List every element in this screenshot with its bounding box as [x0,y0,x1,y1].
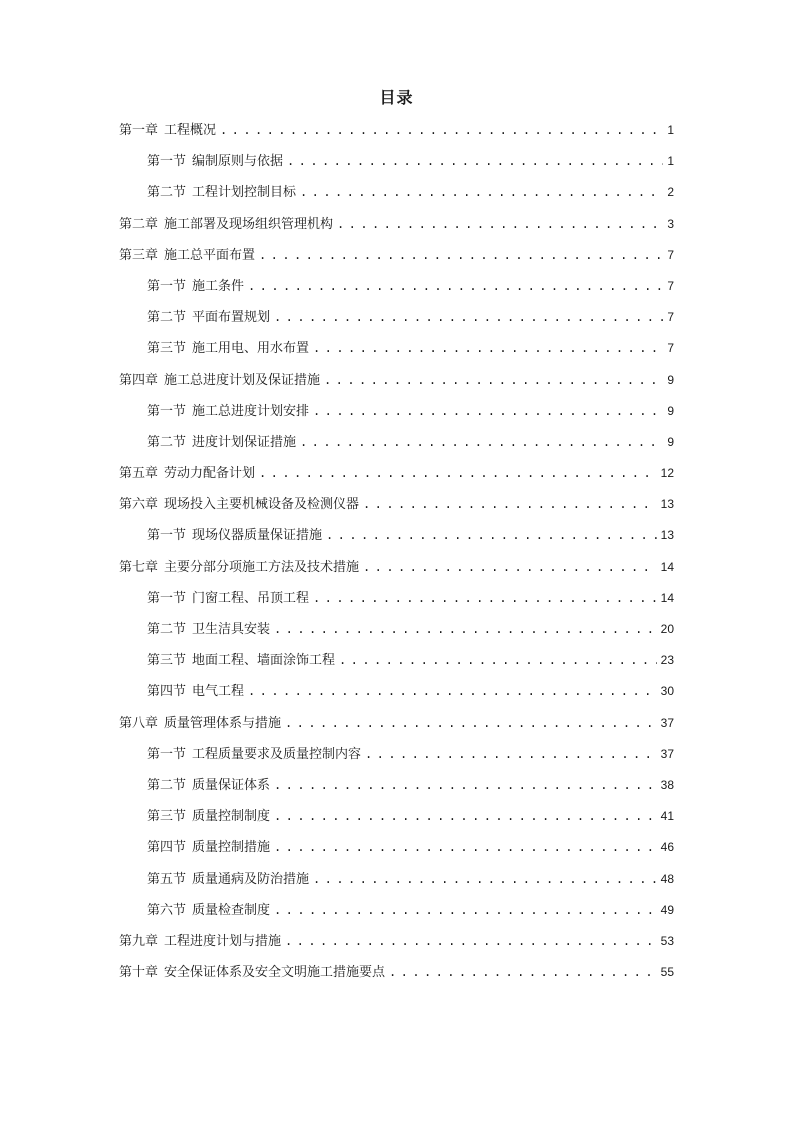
toc-dot-leader [274,803,657,829]
toc-entry-number: 第三节 [147,809,187,825]
toc-entry-label [147,648,335,674]
toc-page-number: 53 [660,933,674,948]
toc-entry-label [147,898,270,924]
toc-entry-title: 质量管理体系与措施 [164,715,282,731]
toc-entry-label [147,586,309,612]
toc-entry-number: 第一章 [119,123,159,138]
toc-entry-number: 第四节 [147,840,187,856]
toc-entry-number: 第一节 [147,278,187,294]
toc-entry-number: 第五章 [119,466,159,482]
toc-entry-label [147,523,322,549]
toc-section-entry[interactable] [119,585,674,616]
toc-dot-leader [389,959,657,985]
toc-entry-title: 现场仪器质量保证措施 [192,528,323,544]
toc-page-number: 23 [660,653,674,668]
toc-entry-title: 门窗工程、吊顶工程 [192,590,310,606]
toc-section-entry[interactable] [119,616,674,647]
toc-page-number: 14 [660,559,674,574]
toc-entry-label [119,461,255,487]
toc-chapter-entry[interactable] [119,710,674,741]
toc-entry-label [119,929,281,955]
toc-dot-leader [313,866,657,892]
toc-entry-label [147,274,244,300]
toc-entry-label [119,555,359,581]
toc-entry-number: 第二节 [147,310,187,326]
toc-entry-title: 质量控制制度 [192,809,271,825]
toc-section-entry[interactable] [119,803,674,834]
toc-entry-title: 现场投入主要机械设备及检测仪器 [164,497,360,513]
toc-page-number: 7 [667,310,674,325]
toc-entry-label [147,149,283,175]
toc-dot-leader [274,897,657,923]
toc-section-entry[interactable] [119,772,674,803]
toc-chapter-entry[interactable] [119,242,674,273]
toc-page-number: 9 [667,403,674,418]
toc-section-entry[interactable] [119,304,674,335]
toc-entry-label [147,180,296,206]
toc-entry-title: 平面布置规划 [192,310,271,326]
toc-page-number: 37 [660,715,674,730]
toc-entry-title: 工程质量要求及质量控制内容 [192,746,362,762]
toc-entry-title: 施工总平面布置 [164,247,256,263]
toc-entry-number: 第一节 [147,403,187,419]
toc-dot-leader [337,211,663,237]
toc-entry-label [119,492,359,518]
toc-dot-leader [285,710,657,736]
toc-entry-number: 第五节 [147,871,187,887]
toc-entry-label [147,835,270,861]
toc-section-entry[interactable] [119,522,674,553]
toc-page-number: 30 [660,684,674,699]
toc-dot-leader [259,460,657,486]
toc-page-number: 20 [660,622,674,636]
toc-entry-number: 第三节 [147,341,187,357]
toc-entry-label [147,867,309,893]
toc-dot-leader [324,367,663,393]
toc-page-number: 7 [667,341,674,356]
toc-dot-leader [300,179,663,205]
toc-page-number: 48 [660,871,674,886]
toc-chapter-entry[interactable] [119,367,674,398]
toc-entry-number: 第九章 [119,933,159,949]
toc-dot-leader [365,741,657,767]
toc-section-entry[interactable] [119,273,674,304]
toc-page-number: 38 [660,777,674,792]
toc-dot-leader [287,148,663,174]
toc-entry-number: 第一节 [147,154,187,170]
toc-entry-title: 电气工程 [192,684,245,700]
toc-dot-leader [248,273,663,299]
toc-entry-number: 第二节 [147,777,187,793]
toc-entry-title: 施工总进度计划及保证措施 [164,372,321,388]
toc-entry-number: 第六章 [119,497,159,513]
toc-entry-title: 施工总进度计划安排 [192,403,310,419]
toc-page-number: 13 [660,497,674,512]
toc-page-number: 37 [660,746,674,761]
toc-entry-label [147,742,361,768]
toc-page-number: 3 [667,216,674,231]
toc-dot-leader [248,678,657,704]
toc-section-entry[interactable] [119,678,674,709]
toc-entry-number: 第二章 [119,216,159,232]
toc-dot-leader [285,928,657,954]
toc-entry-number: 第一节 [147,528,187,544]
toc-dot-leader [300,429,663,455]
toc-entry-title: 质量通病及防治措施 [192,871,310,887]
toc-chapter-entry[interactable] [119,211,674,242]
toc-page-number: 14 [660,590,674,605]
toc-section-entry[interactable] [119,897,674,928]
toc-dot-leader [313,585,657,611]
toc-entry-number: 第十章 [119,965,159,981]
toc-page-number: 1 [667,154,674,169]
toc-entry-title: 工程进度计划与措施 [164,933,282,949]
toc-dot-leader [274,304,663,330]
toc-entry-number: 第三节 [147,653,187,669]
toc-entry-label [119,711,281,737]
toc-dot-leader [339,647,657,673]
toc-entry-number: 第一节 [147,590,187,606]
toc-entry-label [147,430,296,456]
toc-entry-number: 第二节 [147,434,187,450]
toc-page-number: 41 [660,809,674,824]
toc-dot-leader [313,335,663,361]
toc-section-entry[interactable] [119,398,674,429]
toc-dot-leader [363,554,657,580]
toc-entry-number: 第二节 [147,622,187,637]
toc-chapter-entry[interactable] [119,491,674,522]
toc-entry-number: 第六节 [147,902,187,918]
toc-entry-title: 主要分部分项施工方法及技术措施 [164,559,360,575]
toc-section-entry[interactable] [119,741,674,772]
toc-page-number: 49 [660,902,674,917]
toc-page-number: 9 [667,372,674,387]
toc-section-entry[interactable] [119,335,674,366]
toc-entry-label [119,243,255,269]
toc-entry-title: 质量控制措施 [192,840,271,856]
toc-entry-title: 工程计划控制目标 [192,185,297,201]
toc-entry-number: 第三章 [119,247,159,263]
toc-entry-label [147,804,270,830]
toc-page-number: 7 [667,247,674,262]
toc-page-number: 1 [667,123,674,137]
toc-page-number: 2 [667,185,674,200]
toc-title: 目录 [379,88,414,107]
toc-entry-title: 编制原则与依据 [192,154,284,170]
toc-section-entry[interactable] [119,866,674,897]
toc-page-number: 7 [667,278,674,293]
toc-entry-label [119,368,320,394]
toc-entry-label [147,336,309,362]
toc-list [119,117,674,990]
toc-entry-number: 第二节 [147,185,187,201]
toc-section-entry[interactable] [119,429,674,460]
toc-entry-label [147,399,309,425]
toc-chapter-entry[interactable] [119,959,674,990]
toc-section-entry[interactable] [119,148,674,179]
toc-chapter-entry[interactable] [119,554,674,585]
toc-entry-title: 质量保证体系 [192,777,271,793]
toc-entry-title: 劳动力配备计划 [164,466,256,482]
toc-dot-leader [274,616,657,642]
toc-page-number: 46 [660,840,674,855]
toc-chapter-entry[interactable] [119,928,674,959]
toc-entry-label [147,305,270,331]
toc-entry-title: 进度计划保证措施 [192,434,297,450]
toc-dot-leader [259,242,663,268]
toc-dot-leader [363,491,657,517]
toc-entry-title: 质量检查制度 [192,902,271,918]
toc-entry-number: 第四节 [147,684,187,700]
toc-entry-label [147,679,244,705]
toc-entry-label [147,773,270,799]
toc-section-entry[interactable] [119,647,674,678]
toc-entry-number: 第一节 [147,746,187,762]
toc-page-number: 9 [667,434,674,449]
toc-entry-label [147,617,270,643]
toc-dot-leader [220,117,663,143]
toc-entry-number: 第七章 [119,559,159,575]
toc-entry-title: 卫生洁具安装 [192,622,271,637]
toc-chapter-entry[interactable] [119,117,674,148]
toc-page-number: 13 [660,528,674,543]
toc-dot-leader [274,772,657,798]
toc-dot-leader [274,834,657,860]
toc-entry-title: 施工部署及现场组织管理机构 [164,216,334,232]
toc-entry-title: 施工条件 [192,278,245,294]
toc-entry-label [119,960,385,986]
toc-chapter-entry[interactable] [119,460,674,491]
toc-entry-number: 第四章 [119,372,159,388]
toc-page-number: 12 [660,466,674,481]
toc-entry-label [119,212,333,238]
toc-entry-title: 安全保证体系及安全文明施工措施要点 [164,965,386,981]
toc-entry-title: 地面工程、墙面涂饰工程 [192,653,336,669]
toc-section-entry[interactable] [119,834,674,865]
toc-entry-title: 工程概况 [164,123,217,138]
toc-dot-leader [313,398,663,424]
toc-entry-number: 第八章 [119,715,159,731]
toc-entry-title: 施工用电、用水布置 [192,341,310,357]
toc-section-entry[interactable] [119,179,674,210]
toc-page-number: 55 [660,965,674,980]
toc-dot-leader [326,522,657,548]
toc-entry-label [119,118,216,144]
